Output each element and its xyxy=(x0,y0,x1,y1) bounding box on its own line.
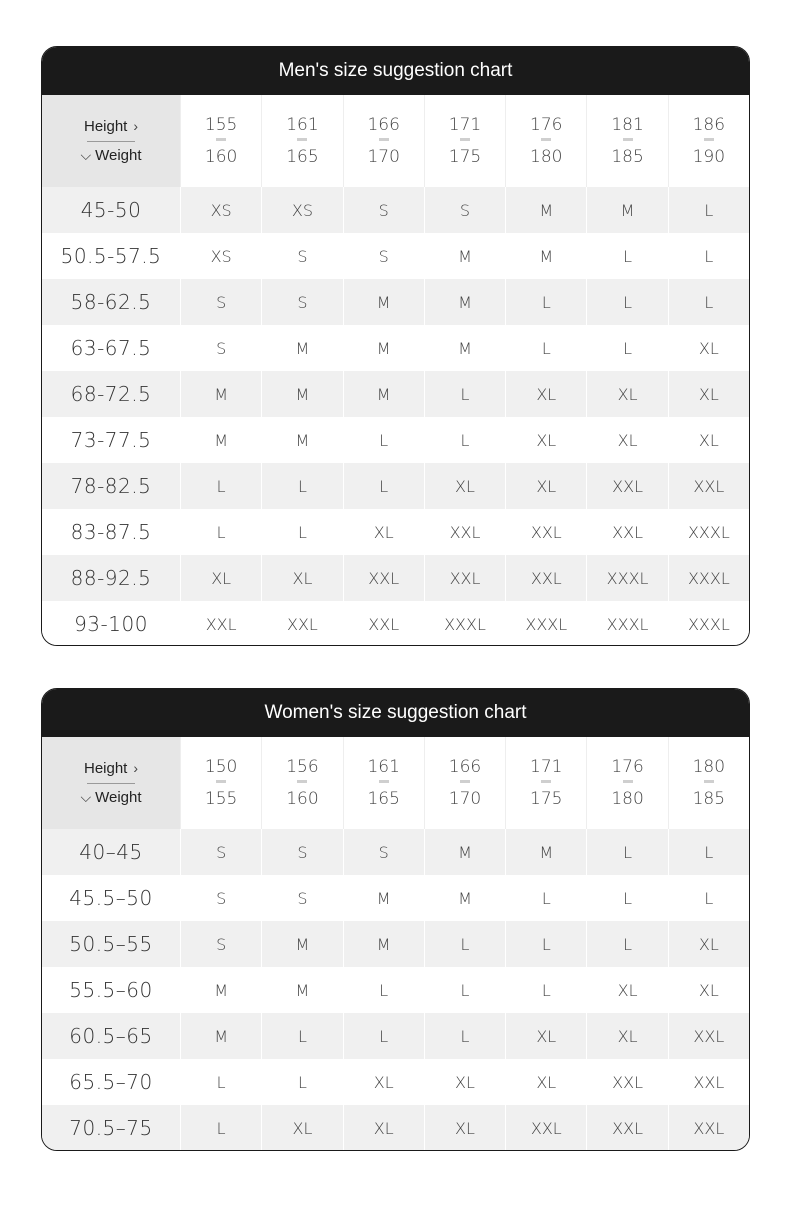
weight-range-cell: 65.5–70 xyxy=(42,1059,180,1105)
size-cell: M xyxy=(424,875,505,921)
size-cell: XL xyxy=(668,921,749,967)
size-cell: L xyxy=(668,187,749,233)
size-cell: M xyxy=(180,967,261,1013)
height-range-header xyxy=(261,95,342,187)
size-cell: L xyxy=(180,1059,261,1105)
size-cell: M xyxy=(261,371,342,417)
size-cell: M xyxy=(424,829,505,875)
height-from: 180 xyxy=(692,757,726,777)
size-cell: XXL xyxy=(668,1059,749,1105)
size-cell: M xyxy=(505,829,586,875)
height-range-header xyxy=(668,737,749,829)
size-cell: XXL xyxy=(586,463,667,509)
size-cell: XL xyxy=(505,463,586,509)
size-cell: XXL xyxy=(668,1105,749,1151)
size-cell: XL xyxy=(668,371,749,417)
weight-range-cell: 45-50 xyxy=(42,187,180,233)
header-corner xyxy=(42,737,180,829)
size-cell: XXXL xyxy=(586,601,667,646)
size-cell: XL xyxy=(180,555,261,601)
size-cell: S xyxy=(180,875,261,921)
chevron-down-icon: ⌵ xyxy=(80,789,92,805)
size-cell: XL xyxy=(343,1105,424,1151)
height-range-header xyxy=(180,737,261,829)
weight-range-cell: 50.5-57.5 xyxy=(42,233,180,279)
range-dash xyxy=(216,138,226,141)
size-cell: L xyxy=(586,325,667,371)
weight-range-cell: 50.5–55 xyxy=(42,921,180,967)
size-cell: M xyxy=(180,371,261,417)
size-cell: XL xyxy=(424,1105,505,1151)
mens-chart-title: Men's size suggestion chart xyxy=(42,47,749,95)
range-dash xyxy=(460,780,470,783)
size-cell: S xyxy=(180,829,261,875)
height-to: 175 xyxy=(530,789,563,809)
size-cell: XXL xyxy=(586,1105,667,1151)
size-cell: XL xyxy=(424,1059,505,1105)
range-dash xyxy=(704,780,714,783)
height-to: 170 xyxy=(367,147,400,167)
size-cell: XXXL xyxy=(424,601,505,646)
range-dash xyxy=(216,780,226,783)
size-cell: XXXL xyxy=(668,601,749,646)
header-divider xyxy=(87,783,135,784)
weight-label: Weight xyxy=(95,147,142,164)
size-cell: XXL xyxy=(668,1013,749,1059)
size-cell: XXL xyxy=(586,1059,667,1105)
size-cell: XL xyxy=(668,325,749,371)
weight-range-cell: 60.5–65 xyxy=(42,1013,180,1059)
size-cell: L xyxy=(424,371,505,417)
range-dash xyxy=(297,138,307,141)
size-cell: L xyxy=(261,509,342,555)
size-cell: XL xyxy=(505,1013,586,1059)
size-cell: XL xyxy=(343,509,424,555)
size-cell: XXL xyxy=(505,555,586,601)
height-from: 176 xyxy=(530,115,563,135)
weight-range-cell: 45.5–50 xyxy=(42,875,180,921)
height-to: 160 xyxy=(286,789,319,809)
size-cell: M xyxy=(586,187,667,233)
size-cell: L xyxy=(668,875,749,921)
mens-size-table xyxy=(42,95,749,646)
height-from: 166 xyxy=(367,115,400,135)
size-cell: XXL xyxy=(343,601,424,646)
size-cell: S xyxy=(343,187,424,233)
size-cell: L xyxy=(343,1013,424,1059)
weight-header xyxy=(80,147,141,164)
height-from: 161 xyxy=(367,757,400,777)
size-cell: XXXL xyxy=(668,509,749,555)
size-cell: M xyxy=(343,325,424,371)
size-cell: XXL xyxy=(180,601,261,646)
size-cell: M xyxy=(261,967,342,1013)
size-cell: M xyxy=(261,325,342,371)
size-cell: S xyxy=(261,279,342,325)
size-cell: XS xyxy=(261,187,342,233)
height-from: 171 xyxy=(448,115,482,135)
range-dash xyxy=(541,780,551,783)
size-cell: M xyxy=(424,325,505,371)
size-cell: XL xyxy=(586,967,667,1013)
size-cell: XXL xyxy=(668,463,749,509)
height-to: 180 xyxy=(611,789,644,809)
height-to: 180 xyxy=(530,147,563,167)
size-cell: L xyxy=(586,829,667,875)
size-cell: XL xyxy=(505,371,586,417)
size-cell: L xyxy=(261,1059,342,1105)
size-cell: M xyxy=(343,279,424,325)
size-cell: L xyxy=(180,509,261,555)
size-cell: L xyxy=(261,463,342,509)
size-cell: XS xyxy=(180,187,261,233)
height-range-header xyxy=(261,737,342,829)
size-cell: L xyxy=(505,875,586,921)
weight-range-cell: 55.5–60 xyxy=(42,967,180,1013)
size-cell: XXL xyxy=(343,555,424,601)
height-label: Height xyxy=(83,760,128,777)
size-cell: L xyxy=(424,967,505,1013)
size-cell: M xyxy=(424,233,505,279)
size-cell: L xyxy=(668,233,749,279)
size-cell: S xyxy=(180,325,261,371)
size-cell: XL xyxy=(668,417,749,463)
size-cell: L xyxy=(343,463,424,509)
chevron-down-icon: ⌵ xyxy=(80,147,92,163)
range-dash xyxy=(623,780,633,783)
size-cell: L xyxy=(586,279,667,325)
size-cell: M xyxy=(505,233,586,279)
weight-range-cell: 73-77.5 xyxy=(42,417,180,463)
size-cell: XL xyxy=(668,967,749,1013)
height-to: 170 xyxy=(448,789,482,809)
height-from: 171 xyxy=(530,757,563,777)
size-cell: L xyxy=(505,279,586,325)
height-range-header xyxy=(586,737,667,829)
size-cell: XL xyxy=(586,1013,667,1059)
header-corner xyxy=(42,95,180,187)
size-cell: L xyxy=(424,417,505,463)
height-label: Height xyxy=(83,118,128,135)
height-to: 185 xyxy=(611,147,644,167)
size-cell: S xyxy=(261,233,342,279)
range-dash xyxy=(379,780,389,783)
height-range-header xyxy=(424,95,505,187)
size-cell: L xyxy=(424,921,505,967)
size-cell: M xyxy=(180,1013,261,1059)
weight-range-cell: 68-72.5 xyxy=(42,371,180,417)
height-to: 165 xyxy=(286,147,319,167)
size-cell: S xyxy=(343,829,424,875)
size-cell: XXL xyxy=(505,509,586,555)
size-cell: XL xyxy=(586,371,667,417)
height-range-header xyxy=(505,95,586,187)
size-cell: XXL xyxy=(261,601,342,646)
height-to: 160 xyxy=(204,147,238,167)
height-from: 176 xyxy=(611,757,644,777)
size-cell: L xyxy=(586,921,667,967)
size-cell: XXL xyxy=(424,509,505,555)
size-cell: XXXL xyxy=(505,601,586,646)
womens-chart-title: Women's size suggestion chart xyxy=(42,689,749,737)
size-cell: M xyxy=(180,417,261,463)
size-cell: XL xyxy=(586,417,667,463)
womens-size-table xyxy=(42,737,749,1151)
height-to: 155 xyxy=(204,789,238,809)
weight-range-cell: 40–45 xyxy=(42,829,180,875)
weight-range-cell: 78-82.5 xyxy=(42,463,180,509)
size-cell: M xyxy=(505,187,586,233)
size-cell: S xyxy=(424,187,505,233)
height-from: 186 xyxy=(692,115,726,135)
chevron-right-icon: › xyxy=(133,118,139,134)
height-from: 156 xyxy=(286,757,319,777)
weight-label: Weight xyxy=(95,789,142,806)
weight-header xyxy=(80,789,141,806)
height-to: 165 xyxy=(367,789,400,809)
size-cell: XXL xyxy=(424,555,505,601)
size-cell: L xyxy=(343,967,424,1013)
size-cell: XL xyxy=(505,1059,586,1105)
weight-range-cell: 58-62.5 xyxy=(42,279,180,325)
height-range-header xyxy=(424,737,505,829)
size-cell: L xyxy=(424,1013,505,1059)
height-range-header xyxy=(668,95,749,187)
size-cell: XL xyxy=(343,1059,424,1105)
range-dash xyxy=(623,138,633,141)
size-cell: XL xyxy=(261,555,342,601)
mens-size-chart xyxy=(41,46,750,646)
weight-range-cell: 83-87.5 xyxy=(42,509,180,555)
size-cell: L xyxy=(343,417,424,463)
size-cell: L xyxy=(505,325,586,371)
size-cell: L xyxy=(261,1013,342,1059)
size-cell: XXXL xyxy=(586,555,667,601)
size-cell: M xyxy=(343,921,424,967)
size-cell: XL xyxy=(261,1105,342,1151)
size-cell: XS xyxy=(180,233,261,279)
height-from: 150 xyxy=(204,757,238,777)
chevron-right-icon: › xyxy=(133,760,139,776)
size-cell: S xyxy=(261,829,342,875)
size-cell: XL xyxy=(505,417,586,463)
size-cell: XXXL xyxy=(668,555,749,601)
height-range-header xyxy=(343,95,424,187)
size-cell: S xyxy=(180,921,261,967)
size-cell: L xyxy=(668,279,749,325)
size-cell: L xyxy=(586,875,667,921)
height-from: 181 xyxy=(611,115,644,135)
size-cell: M xyxy=(261,921,342,967)
height-from: 155 xyxy=(204,115,238,135)
size-cell: L xyxy=(180,1105,261,1151)
range-dash xyxy=(297,780,307,783)
weight-range-cell: 70.5–75 xyxy=(42,1105,180,1151)
height-to: 190 xyxy=(692,147,726,167)
size-cell: XXL xyxy=(505,1105,586,1151)
height-range-header xyxy=(586,95,667,187)
size-cell: L xyxy=(586,233,667,279)
size-cell: L xyxy=(180,463,261,509)
weight-range-cell: 93-100 xyxy=(42,601,180,646)
height-range-header xyxy=(505,737,586,829)
height-header xyxy=(84,118,138,135)
size-cell: M xyxy=(343,371,424,417)
size-cell: L xyxy=(505,921,586,967)
size-cell: M xyxy=(261,417,342,463)
range-dash xyxy=(379,138,389,141)
height-from: 161 xyxy=(286,115,319,135)
womens-size-chart xyxy=(41,688,750,1151)
weight-range-cell: 63-67.5 xyxy=(42,325,180,371)
size-cell: L xyxy=(668,829,749,875)
height-to: 175 xyxy=(448,147,482,167)
size-cell: XL xyxy=(424,463,505,509)
size-cell: M xyxy=(343,875,424,921)
height-range-header xyxy=(343,737,424,829)
size-cell: S xyxy=(261,875,342,921)
range-dash xyxy=(704,138,714,141)
weight-range-cell: 88-92.5 xyxy=(42,555,180,601)
height-from: 166 xyxy=(448,757,482,777)
size-cell: M xyxy=(424,279,505,325)
range-dash xyxy=(541,138,551,141)
height-header xyxy=(84,760,138,777)
header-divider xyxy=(87,141,135,142)
height-to: 185 xyxy=(692,789,726,809)
size-cell: XXL xyxy=(586,509,667,555)
height-range-header xyxy=(180,95,261,187)
size-cell: L xyxy=(505,967,586,1013)
size-cell: S xyxy=(343,233,424,279)
size-cell: S xyxy=(180,279,261,325)
range-dash xyxy=(460,138,470,141)
